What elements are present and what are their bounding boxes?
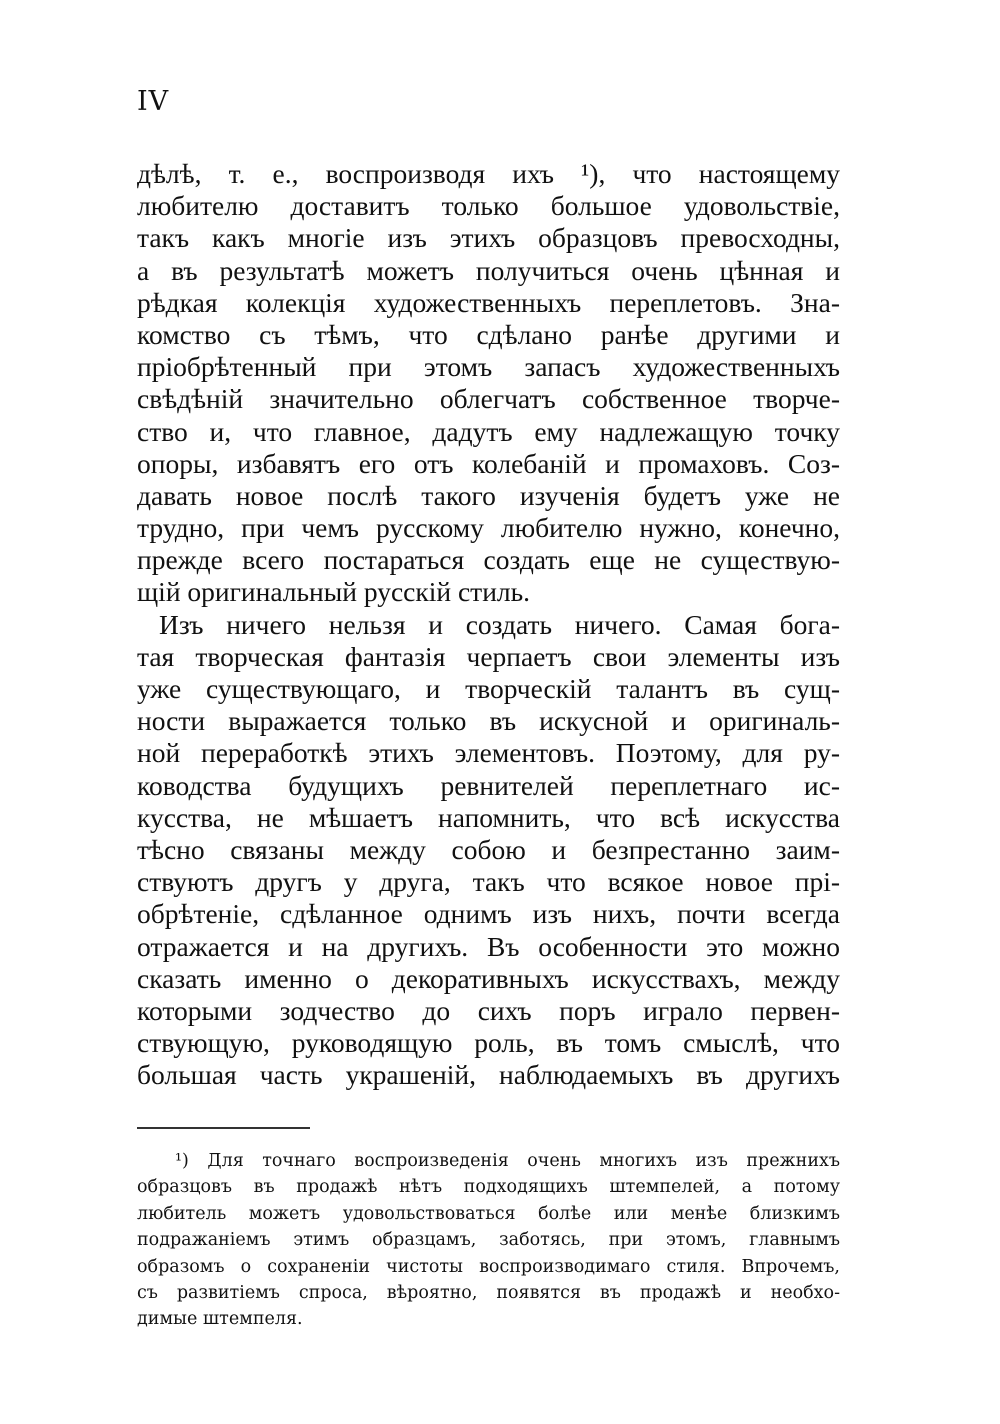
footnote-line: образцовъ въ продажѣ нѣтъ подходящихъ штемпелей, а потому: [137, 1177, 840, 1198]
text-line: отражается и на другихъ. Въ особенности это можно: [137, 930, 840, 962]
text-line: прежде всего постараться создать еще не существую-: [137, 544, 840, 576]
text-line: а въ результатѣ можетъ получиться очень цѣнная и: [137, 254, 840, 286]
text-line: пріобрѣтенный при этомъ запасъ художественныхъ: [137, 351, 840, 383]
text-line: опоры, избавятъ его отъ колебаній и промаховъ. Соз-: [137, 447, 840, 479]
text-line: ство и, что главное, дадутъ ему надлежащую точку: [137, 415, 840, 447]
text-line: ствуютъ другъ у друга, такъ что всякое новое прі-: [137, 866, 840, 898]
text-line: тая творческая фантазія черпаетъ свои элементы изъ: [137, 640, 840, 672]
main-text: [137, 158, 840, 1091]
text-line: дѣлѣ, т. е., воспроизводя ихъ ¹), что настоящему: [137, 158, 840, 189]
text-line: свѣдѣній значительно облегчатъ собственное творче-: [137, 383, 840, 415]
paragraph-1: [137, 158, 840, 609]
text-line: комство съ тѣмъ, что сдѣлано ранѣе другими и: [137, 318, 840, 350]
text-line: рѣдкая колекція художественныхъ переплетовъ. Зна-: [137, 286, 840, 318]
text-line: большая часть украшеній, наблюдаемыхъ въ другихъ: [137, 1059, 840, 1091]
footnote-text: Для точнаго воспроизведенія очень многихъ изъ прежнихъ: [207, 1151, 840, 1171]
footnote-line: димые штемпеля.: [137, 1309, 303, 1330]
text-line: ководства будущихъ ревнителей переплетнаго ис-: [137, 769, 840, 801]
footnote-line: образомъ о сохраненіи чистоты воспроизводимаго стиля. Впрочемъ,: [137, 1256, 840, 1277]
text-line: любителю доставитъ только большое удовольствіе,: [137, 190, 840, 222]
footnote-line: [137, 1148, 840, 1174]
footnote-separator: [137, 1127, 310, 1129]
footnote-line: любитель можетъ удовольствоваться болѣе или менѣе близкимъ: [137, 1203, 840, 1224]
text-line: такъ какъ многіе изъ этихъ образцовъ превосходны,: [137, 222, 840, 254]
footnote-marker: ¹): [175, 1151, 189, 1171]
text-line: щій оригинальный русскій стиль.: [137, 576, 531, 608]
text-line: Изъ ничего нельзя и создать ничего. Самая бога-: [159, 608, 840, 640]
text-line: сказать именно о декоративныхъ искусствахъ, между: [137, 962, 840, 994]
page-number: IV: [137, 86, 170, 117]
footnote: [137, 1148, 840, 1333]
text-line: ствующую, руководящую роль, въ томъ смыслѣ, что: [137, 1027, 840, 1059]
text-line: ной переработкѣ этихъ элементовъ. Поэтому, для ру-: [137, 737, 840, 769]
footnote-line: съ развитіемъ спроса, вѣроятно, появятся въ продажѣ и необхо-: [137, 1282, 840, 1303]
text-line: ности выражается только въ искусной и оригиналь-: [137, 705, 840, 737]
text-line: тѣсно связаны между собою и безпрестанно заим-: [137, 833, 840, 865]
footnote-line: подражаніемъ этимъ образцамъ, заботясь, при этомъ, главнымъ: [137, 1230, 840, 1251]
paragraph-2: [137, 609, 840, 1092]
text-line: трудно, при чемъ русскому любителю нужно, конечно,: [137, 512, 840, 544]
text-line: кусства, не мѣшаетъ напомнить, что всѣ искусства: [137, 801, 840, 833]
text-line: обрѣтеніе, сдѣланное однимъ изъ нихъ, почти всегда: [137, 898, 840, 930]
text-line: уже существующаго, и творческій талантъ въ сущ-: [137, 673, 840, 704]
text-line: которыми зодчество до сихъ поръ играло первен-: [137, 994, 840, 1026]
text-line: давать новое послѣ такого изученія будетъ уже не: [137, 479, 840, 511]
